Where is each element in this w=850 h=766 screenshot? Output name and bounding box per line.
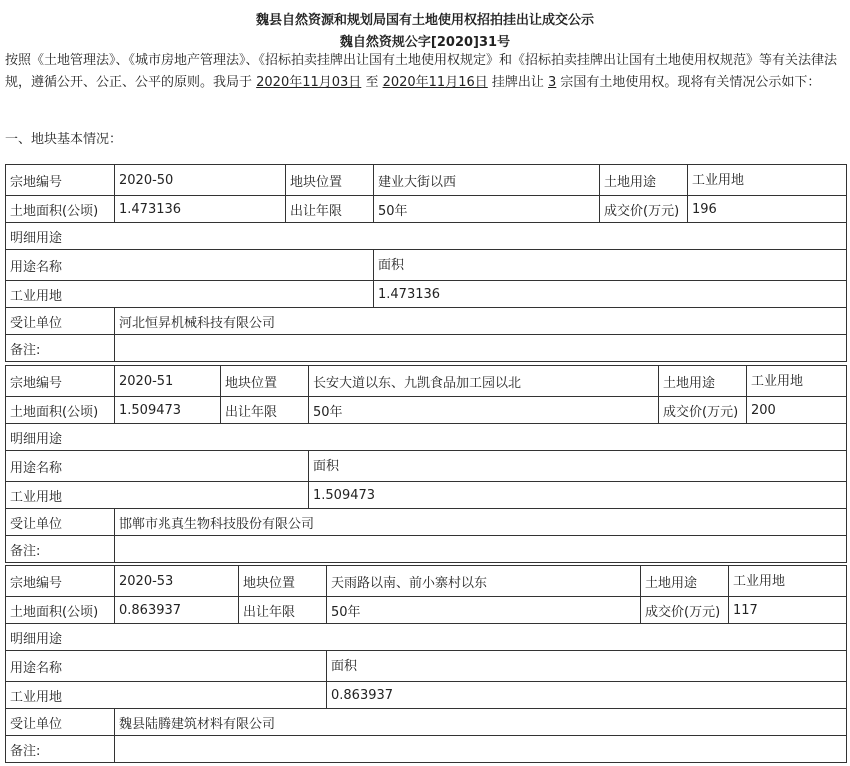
- area-label: 土地面积(公顷): [6, 597, 115, 624]
- grantee-label: 受让单位: [6, 509, 115, 536]
- land-use-value: 工业用地: [688, 165, 847, 196]
- area-value: 0.863937: [115, 597, 239, 624]
- intro-text-4: 宗国有土地使用权。现将有关情况公示如下：: [556, 75, 821, 90]
- area-value: 1.509473: [115, 397, 221, 424]
- area-value: 1.473136: [115, 196, 286, 223]
- detail-area-label: 面积: [327, 651, 847, 682]
- price-value: 200: [747, 397, 847, 424]
- location-value: 建业大街以西: [374, 165, 600, 196]
- price-label: 成交价(万元): [659, 397, 747, 424]
- remark-label: 备注:: [6, 335, 115, 362]
- detail-use-name-value: 工业用地: [6, 482, 309, 509]
- parcel-row-basic: [6, 566, 847, 597]
- detail-area-value: 1.473136: [374, 281, 847, 308]
- grantee-value: 邯郸市兆真生物科技股份有限公司: [115, 509, 847, 536]
- area-label: 土地面积(公顷): [6, 397, 115, 424]
- term-value: 50年: [309, 397, 659, 424]
- parcel-no-value: 2020-51: [115, 366, 221, 397]
- grantee-label: 受让单位: [6, 709, 115, 736]
- remark-value: [115, 736, 847, 763]
- detail-use-heading: 明细用途: [6, 624, 847, 651]
- parcel-no-label: 宗地编号: [6, 366, 115, 397]
- parcel-table-1: [5, 164, 847, 362]
- remark-label: 备注:: [6, 736, 115, 763]
- grantee-label: 受让单位: [6, 308, 115, 335]
- parcel-no-label: 宗地编号: [6, 165, 115, 196]
- location-value: 长安大道以东、九凯食品加工园以北: [309, 366, 659, 397]
- location-label: 地块位置: [286, 165, 374, 196]
- location-value: 天雨路以南、前小寨村以东: [327, 566, 641, 597]
- use-name-label: 用途名称: [6, 651, 327, 682]
- detail-use-heading: 明细用途: [6, 424, 847, 451]
- document-number: 魏自然资规公字[2020]31号: [339, 35, 511, 50]
- land-use-label: 土地用途: [641, 566, 729, 597]
- detail-use-name-value: 工业用地: [6, 281, 374, 308]
- parcel-no-label: 宗地编号: [6, 566, 115, 597]
- parcel-no-value: 2020-53: [115, 566, 239, 597]
- price-value: 117: [729, 597, 847, 624]
- parcel-row-area: [6, 196, 847, 223]
- detail-area-value: 0.863937: [327, 682, 847, 709]
- remark-value: [115, 536, 847, 563]
- remark-label: 备注:: [6, 536, 115, 563]
- parcel-no-value: 2020-50: [115, 165, 286, 196]
- grantee-value: 魏县陆腾建筑材料有限公司: [115, 709, 847, 736]
- land-use-value: 工业用地: [747, 366, 847, 397]
- price-value: 196: [688, 196, 847, 223]
- intro-text-1: 按照《土地管理法》、《城市房地产管理法》、《招标拍卖挂牌出让国有土地使用权规定》和《招标拍卖挂牌出让国有土地使用权规范》等有关法律法规，遵循公开、公正、公平的原则。我局于: [5, 53, 838, 90]
- parcel-row-basic: [6, 165, 847, 196]
- parcel-row-area: [6, 597, 847, 624]
- term-label: 出让年限: [221, 397, 309, 424]
- location-label: 地块位置: [221, 366, 309, 397]
- price-label: 成交价(万元): [641, 597, 729, 624]
- date-end: 2020年11月16日: [382, 75, 488, 90]
- location-label: 地块位置: [239, 566, 327, 597]
- remark-value: [115, 335, 847, 362]
- parcel-table-2: [5, 365, 847, 563]
- detail-use-heading: 明细用途: [6, 223, 847, 250]
- term-label: 出让年限: [286, 196, 374, 223]
- land-use-value: 工业用地: [729, 566, 847, 597]
- land-use-label: 土地用途: [659, 366, 747, 397]
- parcel-count: 3: [548, 75, 557, 90]
- area-label: 土地面积(公顷): [6, 196, 115, 223]
- date-start: 2020年11月03日: [256, 75, 362, 90]
- parcel-row-basic: [6, 366, 847, 397]
- parcel-row-area: [6, 397, 847, 424]
- detail-area-value: 1.509473: [309, 482, 847, 509]
- use-name-label: 用途名称: [6, 451, 309, 482]
- price-label: 成交价(万元): [600, 196, 688, 223]
- intro-paragraph: [5, 50, 843, 94]
- detail-use-name-value: 工业用地: [6, 682, 327, 709]
- detail-area-label: 面积: [309, 451, 847, 482]
- grantee-value: 河北恒昇机械科技有限公司: [115, 308, 847, 335]
- term-label: 出让年限: [239, 597, 327, 624]
- land-use-label: 土地用途: [600, 165, 688, 196]
- parcel-table-3: [5, 565, 847, 763]
- section-title: 一、地块基本情况：: [5, 132, 123, 147]
- intro-text-2: 至: [361, 75, 383, 90]
- term-value: 50年: [327, 597, 641, 624]
- detail-area-label: 面积: [374, 250, 847, 281]
- intro-text-3: 挂牌出让: [487, 75, 549, 90]
- use-name-label: 用途名称: [6, 250, 374, 281]
- term-value: 50年: [374, 196, 600, 223]
- page-title: 魏县自然资源和规划局国有土地使用权招拍挂出让成交公示: [255, 13, 594, 28]
